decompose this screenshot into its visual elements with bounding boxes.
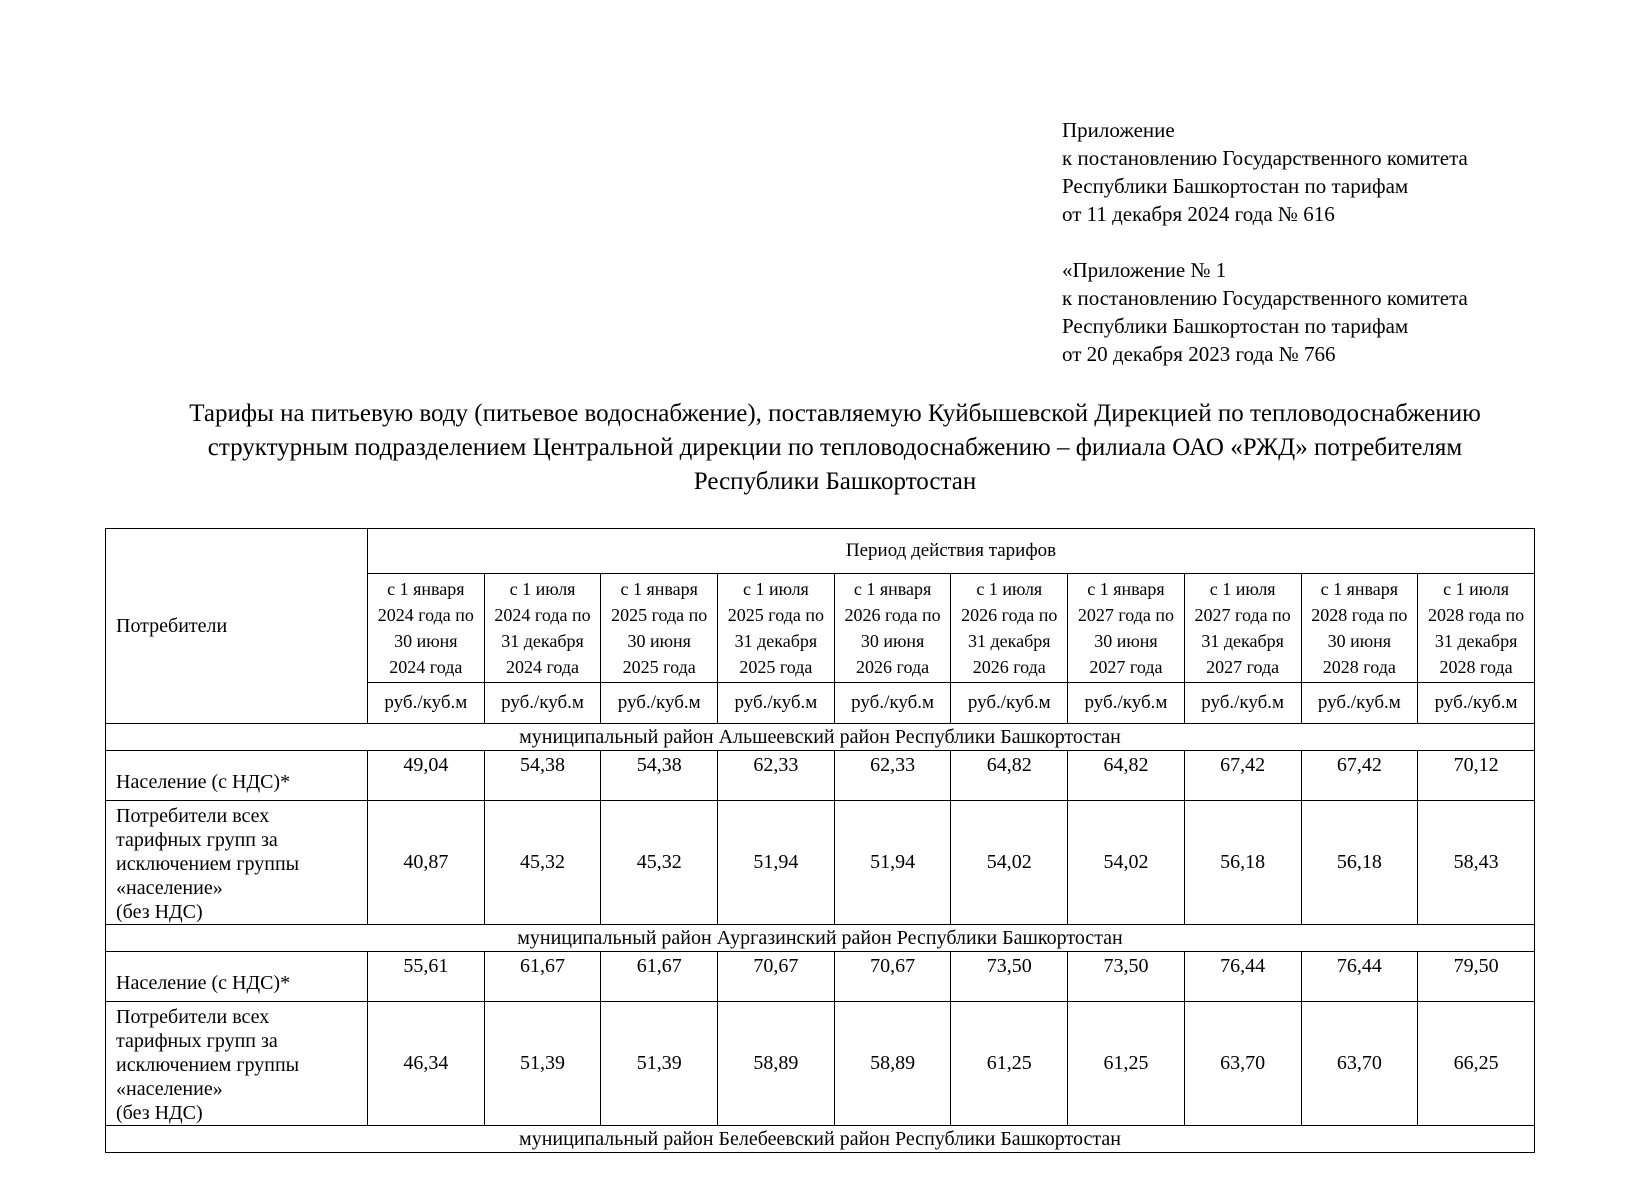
unit-cell: руб./куб.м — [834, 683, 951, 724]
consumer-header: Потребители — [106, 529, 368, 724]
period-line: 30 июня — [1327, 631, 1392, 651]
period-line: 30 июня — [394, 631, 458, 651]
tariff-value: 67,42 — [1184, 751, 1301, 801]
tariff-value: 54,38 — [601, 751, 718, 801]
period-line: 31 декабря — [501, 631, 584, 651]
period-line: 2025 года — [622, 657, 696, 677]
tariff-value: 46,34 — [368, 1002, 485, 1126]
period-line: 2025 года по — [611, 605, 708, 625]
unit-cell: руб./куб.м — [368, 683, 485, 724]
table-row — [106, 952, 1535, 1002]
period-line: с 1 января — [853, 579, 932, 599]
unit-cell: руб./куб.м — [1418, 683, 1535, 724]
tariff-value: 70,67 — [834, 952, 951, 1002]
tariff-value: 58,89 — [834, 1002, 951, 1126]
appendix-line: к постановлению Государственного комитета — [1062, 286, 1468, 310]
unit-cell: руб./куб.м — [718, 683, 835, 724]
tariff-value: 63,70 — [1184, 1002, 1301, 1126]
appendix-line: Приложение — [1062, 118, 1175, 142]
tariff-value: 54,02 — [951, 801, 1068, 925]
unit-cell: руб./куб.м — [1301, 683, 1418, 724]
tariff-value: 62,33 — [834, 751, 951, 801]
period-cell — [1184, 574, 1301, 683]
table-row — [106, 751, 1535, 801]
period-line: с 1 июля — [509, 579, 576, 599]
tariff-value: 73,50 — [1068, 952, 1185, 1002]
period-cell — [601, 574, 718, 683]
document-title — [100, 397, 1570, 499]
tariff-value: 58,43 — [1418, 801, 1535, 925]
period-line: с 1 июля — [1443, 579, 1510, 599]
unit-cell: руб./куб.м — [1068, 683, 1185, 724]
period-line: с 1 января — [387, 579, 465, 599]
tariff-value: 51,39 — [484, 1002, 601, 1126]
district-name: муниципальный район Аургазинский район Республики Башкортостан — [106, 925, 1535, 952]
appendix-quoted — [1062, 256, 1582, 368]
tariff-value: 63,70 — [1301, 1002, 1418, 1126]
tariff-value: 40,87 — [368, 801, 485, 925]
tariff-value: 64,82 — [951, 751, 1068, 801]
tariff-value: 70,67 — [718, 952, 835, 1002]
period-line: 2025 года — [739, 657, 813, 677]
tariff-value: 79,50 — [1418, 952, 1535, 1002]
table-row — [106, 1002, 1535, 1126]
period-line: 2026 года — [856, 657, 930, 677]
tariff-value: 67,42 — [1301, 751, 1418, 801]
district-row — [106, 925, 1535, 952]
consumer-label: Население (с НДС)* — [106, 751, 368, 801]
district-row — [106, 724, 1535, 751]
period-line: 2026 года по — [961, 605, 1058, 625]
appendix-line: к постановлению Государственного комитета — [1062, 146, 1468, 170]
period-line: с 1 января — [1320, 579, 1399, 599]
tariff-value: 51,94 — [834, 801, 951, 925]
appendix-line: от 11 декабря 2024 года № 616 — [1062, 202, 1335, 226]
tariff-value: 56,18 — [1184, 801, 1301, 925]
tariff-value: 45,32 — [484, 801, 601, 925]
period-line: 31 декабря — [734, 631, 818, 651]
tariff-value: 64,82 — [1068, 751, 1185, 801]
title-line: структурным подразделением Центральной дирекции по тепловодоснабжению – филиала ОАО «РЖД» потребителям — [207, 434, 1463, 461]
district-name: муниципальный район Альшеевский район Республики Башкортостан — [106, 724, 1535, 751]
period-line: 30 июня — [860, 631, 925, 651]
tariff-value: 76,44 — [1184, 952, 1301, 1002]
period-line: с 1 июля — [742, 579, 809, 599]
table-row — [106, 801, 1535, 925]
period-line: 30 июня — [1094, 631, 1158, 651]
period-line: 2028 года по — [1311, 605, 1408, 625]
period-line: 30 июня — [627, 631, 691, 651]
header-row-period — [106, 529, 1535, 574]
unit-cell: руб./куб.м — [1184, 683, 1301, 724]
consumer-label: Население (с НДС)* — [106, 952, 368, 1002]
period-line: 2027 года — [1206, 657, 1280, 677]
tariff-table — [105, 528, 1535, 1153]
period-line: с 1 июля — [976, 579, 1043, 599]
appendix-line: Республики Башкортостан по тарифам — [1062, 174, 1409, 198]
tariff-value: 56,18 — [1301, 801, 1418, 925]
unit-cell: руб./куб.м — [951, 683, 1068, 724]
appendix-line: от 20 декабря 2023 года № 766 — [1062, 342, 1336, 366]
period-line: с 1 января — [620, 579, 698, 599]
period-cell — [484, 574, 601, 683]
tariff-value: 58,89 — [718, 1002, 835, 1126]
title-line: Республики Башкортостан — [693, 468, 977, 495]
period-cell — [1068, 574, 1185, 683]
period-line: с 1 января — [1087, 579, 1165, 599]
tariff-value: 61,67 — [484, 952, 601, 1002]
period-cell — [368, 574, 485, 683]
tariff-value: 49,04 — [368, 751, 485, 801]
tariff-value: 55,61 — [368, 952, 485, 1002]
period-header: Период действия тарифов — [368, 529, 1535, 574]
period-line: 2028 года по — [1427, 605, 1525, 625]
period-line: 2027 года по — [1077, 605, 1175, 625]
title-line: Тарифы на питьевую воду (питьевое водоснабжение), поставляемую Куйбышевской Дирекцией по тепловодоснабжению — [189, 400, 1481, 427]
consumer-label: Потребители всех тарифных групп за исключением группы «население» (без НДС) — [106, 1002, 368, 1126]
period-line: 2027 года по — [1194, 605, 1291, 625]
unit-cell: руб./куб.м — [484, 683, 601, 724]
district-row — [106, 1126, 1535, 1153]
period-line: 2028 года — [1322, 657, 1396, 677]
period-line: 2027 года — [1089, 657, 1163, 677]
period-line: 2025 года по — [727, 605, 824, 625]
tariff-value: 61,25 — [951, 1002, 1068, 1126]
period-cell — [951, 574, 1068, 683]
appendix-line: Республики Башкортостан по тарифам — [1062, 314, 1409, 338]
unit-cell: руб./куб.м — [601, 683, 718, 724]
tariff-value: 73,50 — [951, 952, 1068, 1002]
period-line: 2028 года — [1439, 657, 1513, 677]
period-line: 2026 года — [972, 657, 1046, 677]
tariff-value: 61,25 — [1068, 1002, 1185, 1126]
period-line: 2024 года — [505, 657, 580, 677]
period-line: 31 декабря — [968, 631, 1051, 651]
tariff-value: 70,12 — [1418, 751, 1535, 801]
period-line: 2024 года — [389, 657, 463, 677]
consumer-label: Потребители всех тарифных групп за исключением группы «население» (без НДС) — [106, 801, 368, 925]
period-cell — [1301, 574, 1418, 683]
tariff-value: 51,39 — [601, 1002, 718, 1126]
tariff-value: 45,32 — [601, 801, 718, 925]
period-cell — [718, 574, 835, 683]
period-cell — [1418, 574, 1535, 683]
period-line: 2024 года по — [377, 605, 474, 625]
tariff-value: 51,94 — [718, 801, 835, 925]
appendix-line: «Приложение № 1 — [1062, 258, 1227, 282]
district-name: муниципальный район Белебеевский район Республики Башкортостан — [106, 1126, 1535, 1153]
period-cell — [834, 574, 951, 683]
period-line: с 1 июля — [1209, 579, 1276, 599]
tariff-value: 54,38 — [484, 751, 601, 801]
tariff-value: 76,44 — [1301, 952, 1418, 1002]
tariff-value: 62,33 — [718, 751, 835, 801]
period-line: 31 декабря — [1201, 631, 1284, 651]
tariff-value: 54,02 — [1068, 801, 1185, 925]
appendix-main — [1062, 116, 1582, 228]
period-line: 2024 года по — [494, 605, 591, 625]
period-line: 2026 года по — [844, 605, 941, 625]
tariff-value: 66,25 — [1418, 1002, 1535, 1126]
period-line: 31 декабря — [1434, 631, 1518, 651]
tariff-value: 61,67 — [601, 952, 718, 1002]
